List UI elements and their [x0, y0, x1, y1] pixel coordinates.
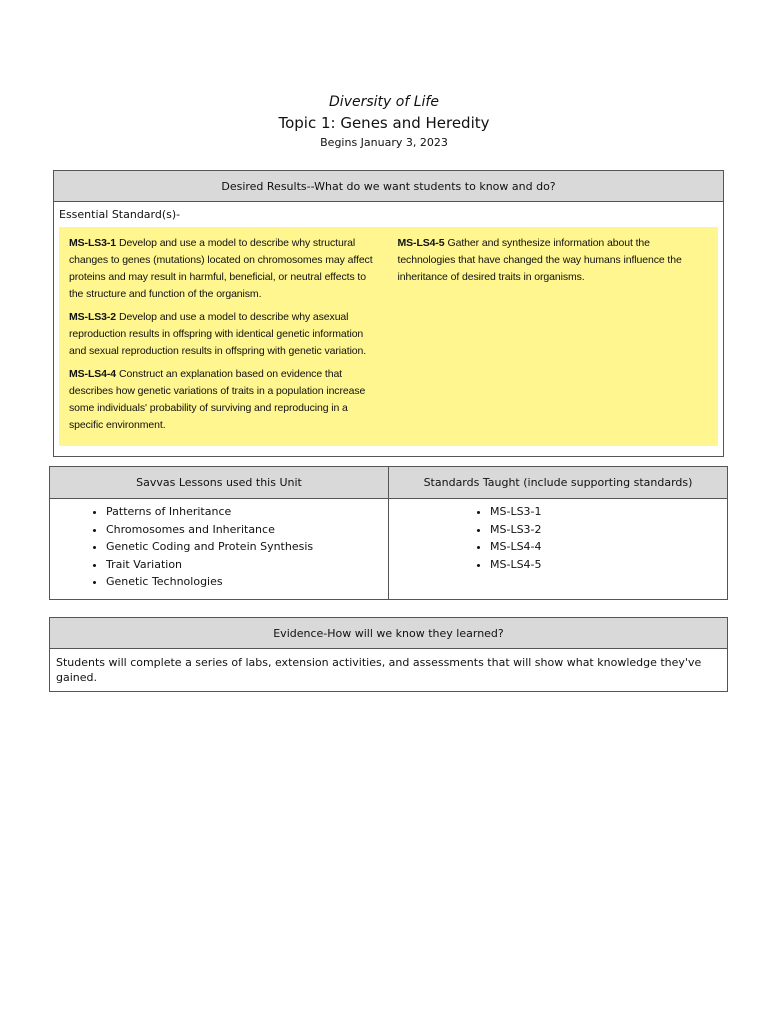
lesson-item: • Genetic Technologies	[106, 573, 382, 591]
standards-right-column	[398, 235, 709, 440]
standard-entry	[69, 309, 380, 360]
standards-taught-heading: Standards Taught (include supporting standards)	[389, 467, 728, 499]
standard-entry	[69, 235, 380, 303]
unit-subtitle: Diversity of Life	[329, 94, 439, 110]
standards-highlight-box	[59, 227, 718, 446]
standard-text: Construct an explanation based on evidence that describes how genetic variations of traits in a population increase some individuals' probability of surviving and reproducing in a specific environment.	[69, 368, 366, 431]
desired-results-heading: Desired Results--What do we want students to know and do?	[54, 171, 724, 202]
standard-text: Develop and use a model to describe why structural changes to genes (mutations) located on chromosomes may affect proteins and may result in harmful, beneficial, or neutral effects to the structure and function of the organism.	[69, 237, 373, 300]
standard-code: MS-LS3-2	[69, 311, 117, 323]
begin-date: Begins January 3, 2023	[320, 136, 448, 149]
standard-text: Gather and synthesize information about the technologies that have changed the way humans influence the inheritance of desired traits in organisms.	[397, 237, 682, 283]
lesson-item: • Genetic Coding and Protein Synthesis	[106, 538, 382, 556]
lesson-item: • Chromosomes and Inheritance	[106, 521, 382, 539]
lessons-heading: Savvas Lessons used this Unit	[50, 467, 389, 499]
lesson-item: • Trait Variation	[106, 556, 382, 574]
standard-item: • MS-LS4-5	[490, 556, 721, 574]
evidence-text: Students will complete a series of labs, extension activities, and assessments that will show what knowledge they've gained.	[50, 649, 728, 692]
evidence-heading: Evidence-How will we know they learned?	[50, 618, 728, 649]
standard-entry	[69, 366, 380, 434]
standards-taught-cell	[389, 499, 728, 600]
lessons-cell	[50, 499, 389, 600]
lesson-list	[56, 503, 382, 591]
desired-results-table	[53, 170, 724, 457]
standards-taught-list	[395, 503, 721, 573]
standard-text: Develop and use a model to describe why asexual reproduction results in offspring with identical genetic information and sexual reproduction results in offspring with genetic variation.	[69, 311, 367, 357]
standards-left-column	[69, 235, 380, 440]
standard-entry	[398, 235, 709, 286]
standard-code: MS-LS3-1	[69, 237, 117, 249]
essential-standards-label: Essential Standard(s)-	[59, 208, 181, 221]
standard-item: • MS-LS3-2	[490, 521, 721, 539]
lessons-table	[49, 466, 728, 600]
standard-code: MS-LS4-4	[69, 368, 117, 380]
standard-code: MS-LS4-5	[397, 237, 445, 249]
lesson-item: • Patterns of Inheritance	[106, 503, 382, 521]
evidence-table	[49, 617, 728, 692]
standard-item: • MS-LS4-4	[490, 538, 721, 556]
standard-item: • MS-LS3-1	[490, 503, 721, 521]
topic-title: Topic 1: Genes and Heredity	[278, 114, 490, 132]
essential-standards-cell	[54, 202, 724, 457]
document-header	[0, 92, 768, 152]
